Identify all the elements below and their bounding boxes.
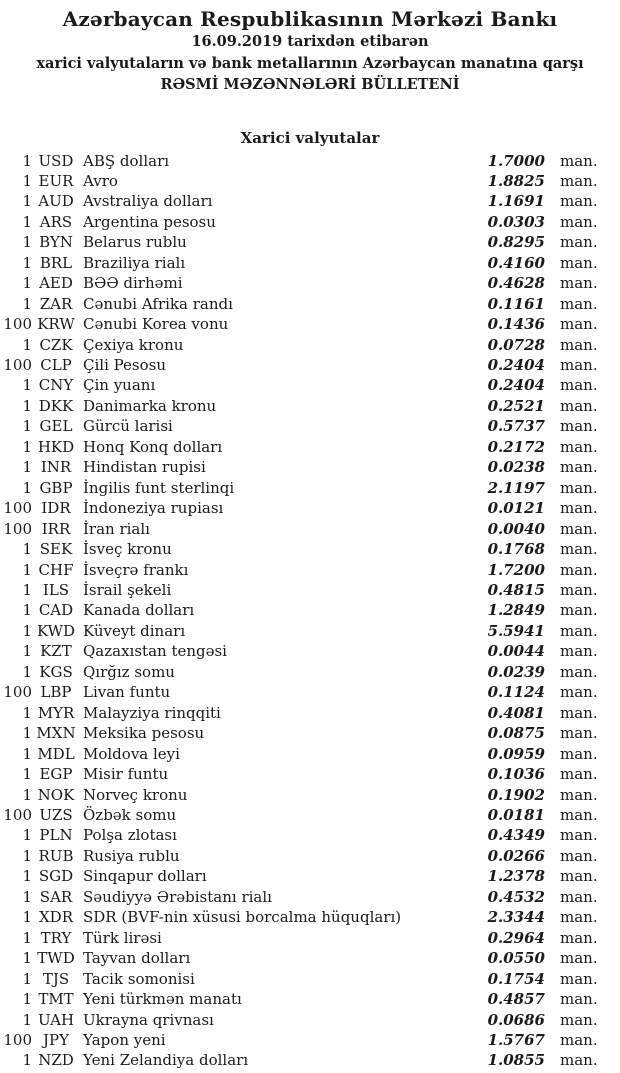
table-row xyxy=(0,375,620,395)
unit-label: man. xyxy=(560,703,598,722)
currency-name: Rusiya rublu xyxy=(83,846,180,865)
quantity: 1 xyxy=(22,887,32,906)
currency-code: CNY xyxy=(38,376,74,395)
unit-label: man. xyxy=(560,1030,598,1049)
rates-table xyxy=(0,151,620,1071)
unit-label: man. xyxy=(560,990,598,1009)
quantity: 1 xyxy=(22,949,32,968)
quantity: 1 xyxy=(22,703,32,722)
table-row xyxy=(0,682,620,702)
currency-name: ABŞ dolları xyxy=(83,151,170,170)
currency-code: TMT xyxy=(38,990,74,1009)
exchange-rate: 0.4081 xyxy=(487,703,545,722)
currency-name: Tacik somonisi xyxy=(83,969,195,988)
currency-name: Moldova leyi xyxy=(83,744,180,763)
currency-name: İndoneziya rupiası xyxy=(83,499,224,518)
quantity: 1 xyxy=(22,253,32,272)
unit-label: man. xyxy=(560,662,598,681)
currency-code: TWD xyxy=(37,949,75,968)
exchange-rate: 0.2404 xyxy=(487,356,545,375)
exchange-rate: 2.3344 xyxy=(487,908,545,927)
exchange-rate: 0.0550 xyxy=(487,949,545,968)
currency-code: CZK xyxy=(39,335,73,354)
exchange-rate: 1.5767 xyxy=(487,1030,545,1049)
table-row xyxy=(0,232,620,252)
unit-label: man. xyxy=(560,846,598,865)
unit-label: man. xyxy=(560,335,598,354)
table-row xyxy=(0,600,620,620)
currency-name: Kanada dolları xyxy=(83,601,195,620)
currency-code: GEL xyxy=(39,417,73,436)
currency-code: EGP xyxy=(39,765,73,784)
table-row xyxy=(0,580,620,600)
unit-label: man. xyxy=(560,356,598,375)
unit-label: man. xyxy=(560,601,598,620)
table-row xyxy=(0,355,620,375)
table-row xyxy=(0,212,620,232)
exchange-rate: 0.5737 xyxy=(487,417,545,436)
exchange-rate: 1.7000 xyxy=(487,151,545,170)
table-row xyxy=(0,989,620,1009)
exchange-rate: 0.4857 xyxy=(487,990,545,1009)
unit-label: man. xyxy=(560,151,598,170)
currency-name: İsveç kronu xyxy=(83,540,172,559)
unit-label: man. xyxy=(560,233,598,252)
exchange-rate: 1.7200 xyxy=(487,560,545,579)
quantity: 1 xyxy=(22,233,32,252)
quantity: 1 xyxy=(22,601,32,620)
unit-label: man. xyxy=(560,867,598,886)
table-row xyxy=(0,171,620,191)
currency-name: Özbək somu xyxy=(83,806,177,824)
exchange-rate: 0.1768 xyxy=(487,540,545,559)
currency-code: DKK xyxy=(38,396,74,415)
quantity: 100 xyxy=(3,356,32,375)
quantity: 1 xyxy=(22,540,32,559)
exchange-rate: 0.8295 xyxy=(487,233,545,252)
currency-code: XDR xyxy=(39,908,73,927)
quantity: 1 xyxy=(22,192,32,211)
exchange-rate: 0.0238 xyxy=(487,458,545,477)
exchange-rate: 0.0686 xyxy=(487,1010,545,1029)
currency-name: İsveçrə frankı xyxy=(83,560,189,579)
currency-name: Sinqapur dolları xyxy=(83,867,207,886)
unit-label: man. xyxy=(560,376,598,395)
unit-label: man. xyxy=(560,315,598,334)
currency-name: Avstraliya dolları xyxy=(83,192,213,211)
currency-name: Səudiyyə Ərəbistanı rialı xyxy=(83,887,272,906)
currency-code: CHF xyxy=(38,560,74,579)
quantity: 1 xyxy=(22,1010,32,1029)
quantity: 1 xyxy=(22,662,32,681)
table-row xyxy=(0,866,620,886)
currency-name: Belarus rublu xyxy=(83,233,187,252)
table-row xyxy=(0,846,620,866)
quantity: 1 xyxy=(22,335,32,354)
currency-name: Küveyt dinarı xyxy=(83,621,186,640)
currency-name: Ukrayna qrivnası xyxy=(83,1010,214,1029)
quantity: 1 xyxy=(22,560,32,579)
bulletin-header xyxy=(0,0,620,96)
table-row xyxy=(0,907,620,927)
table-row xyxy=(0,785,620,805)
unit-label: man. xyxy=(560,396,598,415)
currency-code: RUB xyxy=(38,846,74,865)
exchange-rate: 1.1691 xyxy=(487,192,545,211)
table-row xyxy=(0,539,620,559)
exchange-rate: 1.2378 xyxy=(487,867,545,886)
currency-name: Meksika pesosu xyxy=(83,724,205,743)
currency-code: USD xyxy=(38,151,74,170)
currency-name: Malayziya rinqqiti xyxy=(83,703,221,722)
currency-name: SDR (BVF-nin xüsusi borcalma hüquqları) xyxy=(83,908,402,927)
currency-name: Qırğız somu xyxy=(83,662,175,681)
quantity: 1 xyxy=(22,969,32,988)
table-row xyxy=(0,253,620,273)
quantity: 1 xyxy=(22,294,32,313)
quantity: 1 xyxy=(22,846,32,865)
table-row xyxy=(0,151,620,171)
exchange-rate: 0.0239 xyxy=(487,662,545,681)
quantity: 1 xyxy=(22,376,32,395)
quantity: 1 xyxy=(22,785,32,804)
unit-label: man. xyxy=(560,621,598,640)
unit-label: man. xyxy=(560,171,598,190)
table-row xyxy=(0,457,620,477)
unit-label: man. xyxy=(560,519,598,538)
table-row xyxy=(0,825,620,845)
currency-code: MYR xyxy=(37,703,75,722)
currency-name: İsrail şekeli xyxy=(83,581,172,600)
unit-label: man. xyxy=(560,253,598,272)
unit-label: man. xyxy=(560,437,598,456)
table-row xyxy=(0,764,620,784)
exchange-rate: 0.0181 xyxy=(487,806,545,824)
unit-label: man. xyxy=(560,560,598,579)
currency-code: EUR xyxy=(38,171,74,190)
exchange-rate: 0.0044 xyxy=(487,642,545,661)
currency-code: UAH xyxy=(37,1010,75,1029)
currency-code: TRY xyxy=(40,928,72,947)
exchange-rate: 0.0959 xyxy=(487,744,545,763)
quantity: 100 xyxy=(3,519,32,538)
currency-name: Yapon yeni xyxy=(83,1030,166,1049)
unit-label: man. xyxy=(560,785,598,804)
currency-code: JPY xyxy=(42,1030,69,1049)
table-row xyxy=(0,621,620,641)
quantity: 1 xyxy=(22,724,32,743)
currency-code: TJS xyxy=(42,969,70,988)
table-row xyxy=(0,641,620,661)
currency-name: Türk lirəsi xyxy=(83,928,162,947)
quantity: 1 xyxy=(22,396,32,415)
bank-title: Azərbaycan Respublikasının Mərkəzi Bankı xyxy=(62,7,558,31)
quantity: 1 xyxy=(22,212,32,231)
unit-label: man. xyxy=(560,949,598,968)
exchange-rate: 0.4532 xyxy=(487,887,545,906)
exchange-rate: 0.2404 xyxy=(487,376,545,395)
exchange-rate: 0.1902 xyxy=(487,785,545,804)
currency-code: KWD xyxy=(36,621,76,640)
exchange-rate: 0.4160 xyxy=(487,253,545,272)
quantity: 1 xyxy=(22,642,32,661)
exchange-rate: 0.0303 xyxy=(487,212,545,231)
unit-label: man. xyxy=(560,887,598,906)
exchange-rate: 0.4815 xyxy=(487,581,545,600)
section-title-foreign-currencies: Xarici valyutalar xyxy=(240,128,380,147)
currency-name: Tayvan dolları xyxy=(83,949,191,968)
currency-code: NZD xyxy=(38,1051,74,1070)
currency-name: Cənubi Afrika randı xyxy=(83,294,233,313)
exchange-rate: 0.1036 xyxy=(487,765,545,784)
table-row xyxy=(0,1030,620,1050)
currency-name: Livan funtu xyxy=(83,683,171,702)
unit-label: man. xyxy=(560,192,598,211)
table-row xyxy=(0,498,620,518)
table-row xyxy=(0,294,620,314)
table-row xyxy=(0,887,620,907)
quantity: 100 xyxy=(3,1030,32,1049)
quantity: 1 xyxy=(22,621,32,640)
table-row xyxy=(0,191,620,211)
quantity: 100 xyxy=(3,499,32,518)
unit-label: man. xyxy=(560,499,598,518)
currency-code: AUD xyxy=(38,192,74,211)
table-row xyxy=(0,519,620,539)
currency-code: LBP xyxy=(40,683,72,702)
currency-code: MDL xyxy=(37,744,75,763)
unit-label: man. xyxy=(560,969,598,988)
effective-date-line: 16.09.2019 tarixdən etibarən xyxy=(191,33,429,50)
table-row xyxy=(0,396,620,416)
currency-code: SAR xyxy=(39,887,73,906)
table-row xyxy=(0,805,620,825)
currency-name: Danimarka kronu xyxy=(83,396,217,415)
currency-code: SGD xyxy=(38,867,74,886)
currency-code: IDR xyxy=(41,499,71,518)
currency-code: AED xyxy=(39,274,73,293)
currency-code: KZT xyxy=(40,642,72,661)
unit-label: man. xyxy=(560,458,598,477)
currency-name: Hindistan rupisi xyxy=(83,458,206,477)
table-row xyxy=(0,478,620,498)
currency-code: KRW xyxy=(37,315,75,334)
quantity: 1 xyxy=(22,765,32,784)
quantity: 1 xyxy=(22,437,32,456)
currency-name: İran rialı xyxy=(83,519,150,538)
table-row xyxy=(0,560,620,580)
unit-label: man. xyxy=(560,744,598,763)
exchange-rate: 0.0266 xyxy=(487,846,545,865)
currency-name: Polşa zlotası xyxy=(83,826,177,845)
currency-code: ZAR xyxy=(39,294,73,313)
currency-code: KGS xyxy=(39,662,73,681)
currency-code: CAD xyxy=(38,601,74,620)
currency-code: MXN xyxy=(36,724,76,743)
unit-label: man. xyxy=(560,683,598,702)
unit-label: man. xyxy=(560,478,598,497)
currency-name: Cənubi Korea vonu xyxy=(83,315,229,334)
currency-code: BRL xyxy=(39,253,73,272)
table-row xyxy=(0,744,620,764)
quantity: 1 xyxy=(22,744,32,763)
table-row xyxy=(0,723,620,743)
unit-label: man. xyxy=(560,826,598,845)
currency-code: GBP xyxy=(39,478,73,497)
table-row xyxy=(0,969,620,989)
quantity: 1 xyxy=(22,171,32,190)
exchange-rate: 1.0855 xyxy=(487,1051,545,1070)
currency-name: Çexiya kronu xyxy=(83,335,184,354)
table-row xyxy=(0,273,620,293)
unit-label: man. xyxy=(560,1051,598,1070)
exchange-rate: 0.2964 xyxy=(487,928,545,947)
currency-code: PLN xyxy=(39,826,73,845)
quantity: 1 xyxy=(22,908,32,927)
currency-name: Gürcü larisi xyxy=(83,417,173,436)
exchange-rate: 0.0121 xyxy=(487,499,545,518)
exchange-rate: 0.4349 xyxy=(487,826,545,845)
table-row xyxy=(0,314,620,334)
currency-name: BƏƏ dirhəmi xyxy=(83,274,183,293)
currency-name: İngilis funt sterlinqi xyxy=(83,478,235,497)
exchange-rate: 5.5941 xyxy=(487,621,545,640)
currency-code: CLP xyxy=(40,356,72,375)
unit-label: man. xyxy=(560,1010,598,1029)
unit-label: man. xyxy=(560,294,598,313)
currency-name: Çili Pesosu xyxy=(83,356,167,375)
currency-code: IRR xyxy=(41,519,71,538)
currency-name: Argentina pesosu xyxy=(83,212,216,231)
exchange-rate: 0.0728 xyxy=(487,335,545,354)
unit-label: man. xyxy=(560,724,598,743)
currency-code: NOK xyxy=(37,785,75,804)
currency-code: UZS xyxy=(39,806,73,824)
unit-label: man. xyxy=(560,806,598,824)
currency-name: Norveç kronu xyxy=(83,785,188,804)
exchange-rate: 0.1124 xyxy=(487,683,545,702)
exchange-rate: 0.2521 xyxy=(487,396,545,415)
quantity: 100 xyxy=(3,806,32,824)
exchange-rate: 2.1197 xyxy=(487,478,545,497)
subtitle-line: xarici valyutaların və bank metallarının Azərbaycan manatına qarşı xyxy=(36,54,584,72)
table-row xyxy=(0,928,620,948)
unit-label: man. xyxy=(560,274,598,293)
quantity: 1 xyxy=(22,928,32,947)
exchange-rate: 0.4628 xyxy=(487,274,545,293)
currency-name: Avro xyxy=(83,171,118,190)
currency-code: ARS xyxy=(39,212,73,231)
quantity: 1 xyxy=(22,581,32,600)
unit-label: man. xyxy=(560,908,598,927)
exchange-rate: 0.0040 xyxy=(487,519,545,538)
currency-name: Yeni Zelandiya dolları xyxy=(83,1051,249,1070)
currency-name: Çin yuanı xyxy=(83,376,156,395)
exchange-rate: 0.1436 xyxy=(487,315,545,334)
currency-code: HKD xyxy=(37,437,75,456)
currency-code: ILS xyxy=(42,581,70,600)
currency-code: SEK xyxy=(39,540,73,559)
table-row xyxy=(0,703,620,723)
unit-label: man. xyxy=(560,212,598,231)
currency-code: BYN xyxy=(39,233,73,252)
unit-label: man. xyxy=(560,642,598,661)
table-row xyxy=(0,948,620,968)
exchange-rate: 1.8825 xyxy=(487,171,545,190)
quantity: 1 xyxy=(22,274,32,293)
unit-label: man. xyxy=(560,765,598,784)
currency-name: Honq Konq dolları xyxy=(83,437,223,456)
currency-name: Misir funtu xyxy=(83,765,169,784)
exchange-rate: 0.2172 xyxy=(487,437,545,456)
currency-name: Braziliya rialı xyxy=(83,253,186,272)
quantity: 1 xyxy=(22,826,32,845)
unit-label: man. xyxy=(560,581,598,600)
exchange-rate: 1.2849 xyxy=(487,601,545,620)
table-row xyxy=(0,416,620,436)
quantity: 1 xyxy=(22,417,32,436)
table-row xyxy=(0,662,620,682)
quantity: 1 xyxy=(22,990,32,1009)
quantity: 1 xyxy=(22,458,32,477)
quantity: 1 xyxy=(22,478,32,497)
bulletin-title: RƏSMİ MƏZƏNNƏLƏRİ BÜLLETENİ xyxy=(160,76,460,93)
quantity: 1 xyxy=(22,867,32,886)
unit-label: man. xyxy=(560,928,598,947)
table-row xyxy=(0,437,620,457)
unit-label: man. xyxy=(560,540,598,559)
unit-label: man. xyxy=(560,417,598,436)
table-row xyxy=(0,1010,620,1030)
currency-code: INR xyxy=(40,458,72,477)
quantity: 100 xyxy=(3,315,32,334)
table-row xyxy=(0,335,620,355)
table-row xyxy=(0,1050,620,1070)
exchange-rate: 0.1161 xyxy=(487,294,545,313)
currency-name: Yeni türkmən manatı xyxy=(83,990,242,1009)
quantity: 1 xyxy=(22,151,32,170)
quantity: 1 xyxy=(22,1051,32,1070)
exchange-rate: 0.0875 xyxy=(487,724,545,743)
quantity: 100 xyxy=(3,683,32,702)
currency-name: Qazaxıstan tengəsi xyxy=(83,642,227,661)
exchange-rate: 0.1754 xyxy=(487,969,545,988)
